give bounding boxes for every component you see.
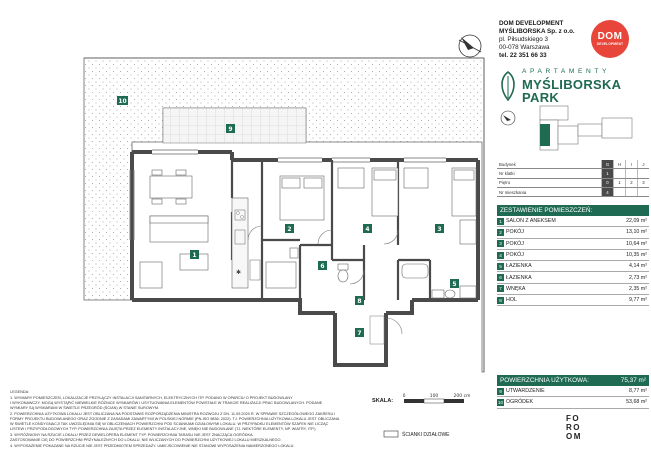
room-name: ŁAZIENKA: [506, 272, 604, 283]
room-number: 6: [497, 274, 504, 281]
room-area: 2,35 m²: [604, 283, 649, 294]
niche-wardrobe: [370, 316, 384, 344]
table-row: [497, 261, 649, 272]
brand-name-line-2: PARK: [522, 90, 560, 105]
usable-area-header: [497, 375, 649, 386]
room-area: 10,64 m²: [604, 238, 649, 249]
room-number: 7: [497, 285, 504, 292]
logo-sub-text: DEVELOPMENT: [596, 42, 624, 46]
info-cell: G: [602, 160, 614, 169]
wc-fixture: [338, 264, 348, 282]
svg-text:200 cm: 200 cm: [453, 394, 471, 399]
table-row: [497, 386, 649, 397]
room-number: 1: [497, 218, 504, 225]
apartment-info-table: [497, 160, 649, 197]
developer-line-5: tel. 22 351 66 33: [499, 52, 547, 59]
room-name: WNĘKA: [506, 283, 604, 294]
legend-line: 2. POWIERZCHNIA UŻYTKOWA LOKALU JEST OBLICZANA NA PODSTAWIE ROZPORZĄDZENIA MINISTRA ROZWOJU Z DN. 11.09.2020 R. W SPRAWIE SZCZEGÓŁOWEGO ZAKRESU I: [10, 412, 336, 416]
info-row-building: [497, 160, 649, 169]
table-row: [497, 227, 649, 238]
room-number: 8: [497, 297, 504, 304]
extra-name: UTWARDZENIE: [506, 386, 596, 397]
svg-text:0: 0: [402, 394, 406, 399]
info-row-apartment: [497, 187, 649, 196]
legend-line: WYMIARY SĄ WYMIARAMI W ŚWIETLE PRZEGRÓD (ŚCIAN) W STANIE SUROWYM.: [10, 406, 160, 410]
bed-room-2: [280, 176, 324, 220]
room-label-6: 6: [320, 263, 325, 270]
usable-area-label: POWIERZCHNIA UŻYTKOWA:: [500, 377, 589, 384]
room-name: HOL: [506, 295, 604, 306]
extra-area: 53,68 m²: [596, 397, 649, 408]
compass-small-icon: [501, 111, 515, 125]
legend-title: LEGENDA:: [10, 390, 30, 394]
legend-line: ZASTOSOWANIE CIĘ DO POWIERZCHNI PRZYNALEŻNYCH DO LOKALU, NIE WLICZANYCH DO POWIERZCHNI UŻYTKOWEJ LOKALU MIESZKALNEGO.: [10, 438, 282, 442]
info-cell: 0: [602, 178, 614, 187]
extra-name: OGRÓDEK: [506, 397, 596, 408]
room-label-7: 7: [357, 330, 362, 337]
scale-label: SKALA:: [372, 398, 394, 404]
room-area: 22,09 m²: [604, 216, 649, 227]
brand-tagline: APARTAMENTY: [522, 68, 610, 75]
info-cell: 3: [638, 178, 650, 187]
leaf-logo-icon: [498, 70, 518, 102]
room-label-10: 10: [118, 98, 127, 105]
brand-name-line-1: MYŚLIBORSKA: [522, 77, 622, 92]
extra-number: 10: [497, 399, 504, 405]
room-area: 10,35 m²: [604, 249, 649, 260]
room-name: SALON Z ANEKSEM: [506, 216, 604, 227]
foroom-logo: FO RO OM: [566, 414, 582, 441]
table-row: [497, 295, 649, 306]
developer-line-2: MYŚLIBORSKA Sp. z o.o.: [499, 28, 575, 35]
info-cell: 4: [602, 187, 614, 196]
room-label-5: 5: [452, 281, 457, 288]
info-label: Piętro: [497, 178, 602, 187]
usable-area-total: 75,37 m²: [620, 377, 646, 384]
info-label: Nr klatki: [497, 169, 602, 178]
rooms-table: [497, 216, 649, 306]
info-cell: 2: [626, 178, 638, 187]
legend-line: 4. WYPOSAŻENIE POKAZANE NA RZUCIE NIE JEST PRZEDMIOTEM SPRZEDAŻY. UMIEJSCOWIENIE NIE STANOWI WYPOSAŻENIA NAMIERZONEGO LOKALU.: [10, 444, 295, 448]
info-label: Nr mieszkania: [497, 187, 602, 196]
legend-line: 1. WYMIARY POMIESZCZEŃ, LOKALIZACJE PRZYŁĄCZY INSTALACJI SANITARNYCH, ELEKTRYCZNYCH ITP. PODANO W OPARCIU O PROJEKT BUDOWLANY: [10, 396, 293, 400]
svg-text:100: 100: [429, 394, 439, 399]
room-label-2: 2: [287, 226, 292, 233]
info-label: Budynek: [497, 160, 602, 169]
svg-text:✱: ✱: [236, 269, 242, 276]
wall-legend-label: ŚCIANKI DZIAŁOWE: [402, 432, 450, 438]
developer-line-4: 00-078 Warszawa: [499, 44, 550, 51]
info-row-staircase: [497, 169, 649, 178]
legend-line: 3. WYRÓŻNIONY NA RZUCIE LOKALU PRZEZ DEWELOPERA ELEMENT TYP. POWIERZCHNIA TARASU NIE JEST ZNACZĄCA OGRÓDKA.: [10, 433, 254, 437]
room-area: 2,73 m²: [604, 272, 649, 283]
wall-legend-swatch: [384, 431, 398, 437]
north-arrow-icon: [459, 35, 481, 57]
room-number: 3: [497, 240, 504, 247]
room-name: POKÓJ: [506, 249, 604, 260]
developer-line-1: DOM DEVELOPMENT: [499, 20, 564, 27]
room-label-1: 1: [192, 252, 197, 259]
room-name: POKÓJ: [506, 238, 604, 249]
info-cell: 1: [602, 169, 614, 178]
table-row: [497, 272, 649, 283]
room-area: 4,14 m²: [604, 261, 649, 272]
extra-number: 9: [497, 388, 504, 395]
table-row: [497, 238, 649, 249]
extras-table: [497, 386, 649, 409]
legend-line: FORMY PROJEKTU BUDOWLANEGO ORAZ ZGODNIE Z ZASADAMI ZAWARTYMI W POLSKIEJ NORMIE (PN-ISO 9836: 2022). TJ. POWIERZCHNIA UŻYTKOWA LOKALU JEST OBLICZANA: [10, 417, 340, 421]
room-name: ŁAZIENKA: [506, 261, 604, 272]
legend-line: I WYKONAWCZY. MOGĄ WYSTĄPIĆ NIEWIELKIE RÓŻNICE WYMIARÓW I USYTUOWANIA ELEMENTÓW POWSTAŁE W TRAKCIE REALIZACJI PRAC BUDOWLANYCH. PODANE: [10, 401, 323, 405]
info-cell: I: [626, 160, 638, 169]
table-row: [497, 216, 649, 227]
room-label-9: 9: [228, 126, 233, 133]
room-number: 4: [497, 252, 504, 259]
developer-line-3: pl. Piłsudskiego 3: [499, 36, 549, 43]
info-cell: H: [614, 160, 626, 169]
table-row: [497, 283, 649, 294]
legend-line: LISTEW I PRZYPODŁOGOWYCH TYP. POWIERZCHNIA ZAJĘTA PRZEZ ELEMENTY INSTALACYJNE, WNĘKI NIE BUDOWLANE (TJ. NIEKTÓRE ELEMENTY, NP. WIATRY, ITP.): [10, 427, 316, 431]
key-plan: [498, 104, 648, 156]
info-cell: J: [638, 160, 650, 169]
legend-line: W ŚWIETLE KONDYGNACJI TAK UWZGLĘDNIA SIĘ W OBLICZENIACH POWIERZCHNI POD ŚCIANKAMI DZIAŁOWYMI LOKALU. W PRZYPADKU ELEMENTÓW SZAFEK NIE LICZĄC: [10, 422, 329, 426]
room-name: POKÓJ: [506, 227, 604, 238]
info-cell: 1: [614, 178, 626, 187]
table-row: [497, 249, 649, 260]
room-area: 9,77 m²: [604, 295, 649, 306]
room-label-4: 4: [365, 226, 370, 233]
room-label-8: 8: [357, 298, 362, 305]
info-row-floor: [497, 178, 649, 187]
dom-development-logo: [591, 20, 629, 58]
room-area: 13,10 m²: [604, 227, 649, 238]
room-number: 5: [497, 263, 504, 270]
rooms-header: ZESTAWIENIE POMIESZCZEŃ:: [497, 205, 649, 216]
table-row: [497, 397, 649, 408]
logo-main-text: DOM: [597, 31, 623, 42]
room-label-3: 3: [437, 226, 442, 233]
scale-bar: [403, 393, 471, 403]
extra-area: 8,77 m²: [596, 386, 649, 397]
room-number: 2: [497, 229, 504, 236]
